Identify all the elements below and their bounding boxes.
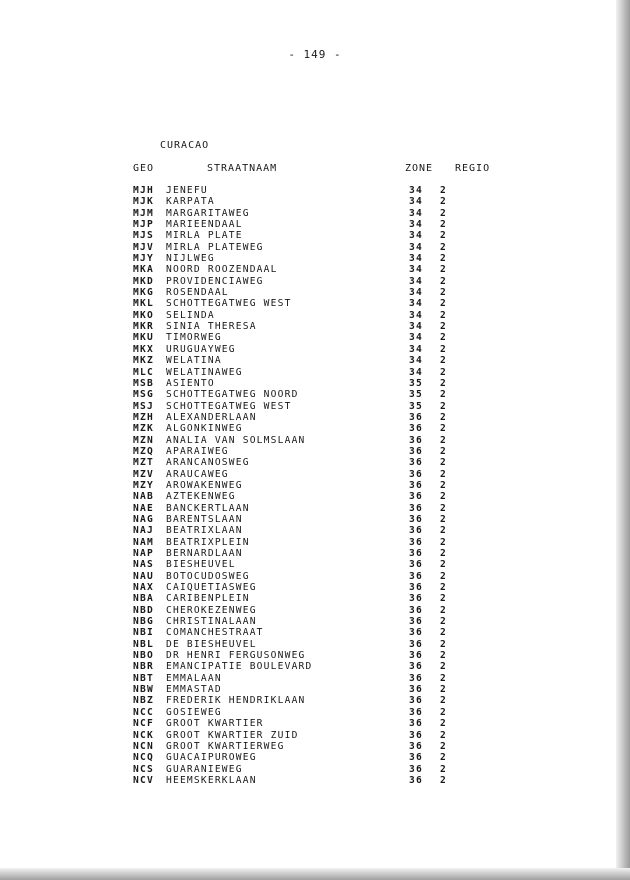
regio: 2: [440, 536, 447, 548]
zone: 34: [409, 332, 423, 344]
regio: 2: [440, 207, 447, 219]
table-row: [0, 650, 630, 661]
street-name: APARAIWEG: [166, 445, 229, 457]
geo-code: MZY: [133, 479, 154, 491]
zone: 36: [409, 718, 423, 730]
geo-code: NCC: [133, 706, 154, 718]
geo-code: NBR: [133, 661, 154, 673]
zone: 36: [409, 684, 423, 696]
regio: 2: [440, 627, 447, 639]
zone: 36: [409, 502, 423, 514]
geo-code: NBL: [133, 638, 154, 650]
street-name: ALGONKINWEG: [166, 423, 243, 435]
table-row: [0, 605, 630, 616]
regio: 2: [440, 718, 447, 730]
zone: 34: [409, 207, 423, 219]
regio: 2: [440, 661, 447, 673]
regio: 2: [440, 502, 447, 514]
geo-code: NAM: [133, 536, 154, 548]
regio: 2: [440, 695, 447, 707]
street-name: GROOT KWARTIERWEG: [166, 740, 285, 752]
zone: 34: [409, 264, 423, 276]
regio: 2: [440, 774, 447, 786]
regio: 2: [440, 672, 447, 684]
geo-code: MKZ: [133, 355, 154, 367]
street-name: BERNARDLAAN: [166, 548, 243, 559]
table-row: [0, 310, 630, 321]
street-name: CHEROKEZENWEG: [166, 604, 257, 616]
regio: 2: [440, 230, 447, 242]
geo-code: NCN: [133, 740, 154, 752]
street-name: TIMORWEG: [166, 332, 222, 344]
table-row: [0, 673, 630, 684]
street-name: HEEMSKERKLAAN: [166, 774, 257, 786]
zone: 36: [409, 445, 423, 457]
regio: 2: [440, 287, 447, 299]
zone: 34: [409, 343, 423, 355]
street-name: DR HENRI FERGUSONWEG: [166, 650, 306, 662]
table-row: [0, 321, 630, 332]
zone: 36: [409, 774, 423, 786]
geo-code: NAG: [133, 513, 154, 525]
geo-code: MJK: [133, 196, 154, 208]
zone: 36: [409, 491, 423, 503]
geo-code: NAB: [133, 491, 154, 503]
regio: 2: [440, 525, 447, 537]
table-row: [0, 752, 630, 763]
street-name: PROVIDENCIAWEG: [166, 275, 264, 287]
table-row: [0, 537, 630, 548]
regio: 2: [440, 366, 447, 378]
geo-code: NCV: [133, 774, 154, 786]
geo-code: MLC: [133, 366, 154, 378]
zone: 36: [409, 763, 423, 775]
geo-code: MJM: [133, 207, 154, 219]
geo-code: NAS: [133, 559, 154, 571]
zone: 34: [409, 185, 423, 196]
street-name: MIRLA PLATE: [166, 230, 243, 242]
zone: 36: [409, 695, 423, 707]
zone: 36: [409, 457, 423, 469]
street-name: GOSIEWEG: [166, 706, 222, 718]
street-name: BEATRIXLAAN: [166, 525, 243, 537]
table-row: [0, 627, 630, 638]
geo-code: MKX: [133, 343, 154, 355]
street-name: GUACAIPUROWEG: [166, 752, 257, 764]
table-row: [0, 593, 630, 604]
regio: 2: [440, 479, 447, 491]
regio: 2: [440, 604, 447, 616]
regio: 2: [440, 434, 447, 446]
geo-code: NCF: [133, 718, 154, 730]
regio: 2: [440, 582, 447, 594]
zone: 35: [409, 400, 423, 412]
geo-code: NCQ: [133, 752, 154, 764]
geo-code: MSJ: [133, 400, 154, 412]
table-row: [0, 707, 630, 718]
table-row: [0, 741, 630, 752]
street-name: ROSENDAAL: [166, 287, 229, 299]
regio: 2: [440, 706, 447, 718]
table-row: [0, 582, 630, 593]
zone: 34: [409, 196, 423, 208]
zone: 36: [409, 423, 423, 435]
table-row: [0, 389, 630, 400]
regio: 2: [440, 570, 447, 582]
table-row: [0, 230, 630, 241]
zone: 36: [409, 411, 423, 423]
street-name: MARGARITAWEG: [166, 207, 250, 219]
street-name: KARPATA: [166, 196, 215, 208]
geo-code: NAJ: [133, 525, 154, 537]
regio: 2: [440, 559, 447, 571]
street-name: ARAUCAWEG: [166, 468, 229, 480]
table-row: [0, 332, 630, 343]
street-name: URUGUAYWEG: [166, 343, 236, 355]
street-name: BOTOCUDOSWEG: [166, 570, 250, 582]
geo-code: MJS: [133, 230, 154, 242]
table-row: [0, 480, 630, 491]
street-name: ASIENTO: [166, 377, 215, 389]
street-name: CAIQUETIASWEG: [166, 582, 257, 594]
geo-code: MSB: [133, 377, 154, 389]
geo-code: NBG: [133, 616, 154, 628]
street-name: GROOT KWARTIER: [166, 718, 264, 730]
street-name: AZTEKENWEG: [166, 491, 236, 503]
geo-code: NCS: [133, 763, 154, 775]
street-name: AROWAKENWEG: [166, 479, 243, 491]
table-row: [0, 639, 630, 650]
zone: 34: [409, 309, 423, 321]
street-name: CHRISTINALAAN: [166, 616, 257, 628]
zone: 35: [409, 377, 423, 389]
street-name: WELATINA: [166, 355, 222, 367]
table-row: [0, 242, 630, 253]
geo-code: NBA: [133, 593, 154, 605]
regio: 2: [440, 377, 447, 389]
regio: 2: [440, 275, 447, 287]
street-name: ARANCANOSWEG: [166, 457, 250, 469]
table-row: [0, 196, 630, 207]
geo-code: MZQ: [133, 445, 154, 457]
street-name: NOORD ROOZENDAAL: [166, 264, 278, 276]
table-row: [0, 446, 630, 457]
scan-edge-bottom: [0, 868, 630, 880]
zone: 34: [409, 321, 423, 333]
zone: 36: [409, 616, 423, 628]
table-row: [0, 525, 630, 536]
table-row: [0, 298, 630, 309]
zone: 34: [409, 287, 423, 299]
regio: 2: [440, 491, 447, 503]
regio: 2: [440, 729, 447, 741]
geo-code: MKR: [133, 321, 154, 333]
regio: 2: [440, 389, 447, 401]
street-name: ALEXANDERLAAN: [166, 411, 257, 423]
street-name: GROOT KWARTIER ZUID: [166, 729, 299, 741]
table-row: [0, 571, 630, 582]
table-row: [0, 457, 630, 468]
table-row: [0, 775, 630, 786]
regio: 2: [440, 253, 447, 265]
regio: 2: [440, 309, 447, 321]
geo-code: MKO: [133, 309, 154, 321]
zone: 34: [409, 355, 423, 367]
zone: 36: [409, 672, 423, 684]
street-name: COMANCHESTRAAT: [166, 627, 264, 639]
regio: 2: [440, 196, 447, 208]
street-name: BEATRIXPLEIN: [166, 536, 250, 548]
header-zone: ZONE: [405, 163, 434, 174]
zone: 36: [409, 729, 423, 741]
regio: 2: [440, 423, 447, 435]
table-row: [0, 344, 630, 355]
geo-code: NBI: [133, 627, 154, 639]
regio: 2: [440, 457, 447, 469]
zone: 36: [409, 593, 423, 605]
regio: 2: [440, 548, 447, 559]
zone: 34: [409, 241, 423, 253]
geo-code: NBZ: [133, 695, 154, 707]
geo-code: MJY: [133, 253, 154, 265]
zone: 36: [409, 525, 423, 537]
regio: 2: [440, 241, 447, 253]
street-name: BIESHEUVEL: [166, 559, 236, 571]
table-row: [0, 208, 630, 219]
geo-code: NBW: [133, 684, 154, 696]
street-name: EMMASTAD: [166, 684, 222, 696]
header-regio: REGIO: [455, 163, 491, 174]
table-row: [0, 412, 630, 423]
regio: 2: [440, 298, 447, 310]
header-geo: GEO: [133, 163, 155, 174]
regio: 2: [440, 264, 447, 276]
regio: 2: [440, 321, 447, 333]
street-name: SCHOTTEGATWEG WEST: [166, 400, 292, 412]
regio: 2: [440, 185, 447, 196]
geo-code: MKU: [133, 332, 154, 344]
table-row: [0, 469, 630, 480]
street-name: BANCKERTLAAN: [166, 502, 250, 514]
zone: 36: [409, 706, 423, 718]
geo-code: MZN: [133, 434, 154, 446]
regio: 2: [440, 468, 447, 480]
zone: 36: [409, 752, 423, 764]
zone: 34: [409, 219, 423, 231]
table-row: [0, 423, 630, 434]
street-name: ANALIA VAN SOLMSLAAN: [166, 434, 306, 446]
geo-code: MZK: [133, 423, 154, 435]
zone: 34: [409, 366, 423, 378]
street-name: SINIA THERESA: [166, 321, 257, 333]
geo-code: MSG: [133, 389, 154, 401]
table-row: [0, 616, 630, 627]
street-name: FREDERIK HENDRIKLAAN: [166, 695, 306, 707]
zone: 36: [409, 559, 423, 571]
table-row: [0, 264, 630, 275]
zone: 36: [409, 627, 423, 639]
zone: 36: [409, 650, 423, 662]
table-row: [0, 401, 630, 412]
regio: 2: [440, 638, 447, 650]
table-row: [0, 491, 630, 502]
zone: 34: [409, 275, 423, 287]
street-name: EMMALAAN: [166, 672, 222, 684]
geo-code: MZH: [133, 411, 154, 423]
regio: 2: [440, 343, 447, 355]
geo-code: MKD: [133, 275, 154, 287]
regio: 2: [440, 513, 447, 525]
page-number: - 149 -: [288, 48, 342, 61]
regio: 2: [440, 593, 447, 605]
geo-code: NAP: [133, 548, 154, 559]
zone: 34: [409, 230, 423, 242]
table-row: [0, 548, 630, 559]
regio: 2: [440, 740, 447, 752]
street-name: SCHOTTEGATWEG WEST: [166, 298, 292, 310]
zone: 36: [409, 468, 423, 480]
street-name: MARIEENDAAL: [166, 219, 243, 231]
table-row: [0, 367, 630, 378]
regio: 2: [440, 400, 447, 412]
regio: 2: [440, 752, 447, 764]
street-name: BARENTSLAAN: [166, 513, 243, 525]
geo-code: NBT: [133, 672, 154, 684]
geo-code: MKA: [133, 264, 154, 276]
table-row: [0, 185, 630, 196]
geo-code: NAX: [133, 582, 154, 594]
table-row: [0, 695, 630, 706]
zone: 36: [409, 570, 423, 582]
street-name: EMANCIPATIE BOULEVARD: [166, 661, 313, 673]
street-name: SCHOTTEGATWEG NOORD: [166, 389, 299, 401]
zone: 36: [409, 513, 423, 525]
table-row: [0, 718, 630, 729]
street-name: MIRLA PLATEWEG: [166, 241, 264, 253]
table-row: [0, 435, 630, 446]
regio: 2: [440, 684, 447, 696]
regio: 2: [440, 219, 447, 231]
geo-code: MJP: [133, 219, 154, 231]
table-row: [0, 503, 630, 514]
table-row: [0, 219, 630, 230]
street-name: GUARANIEWEG: [166, 763, 243, 775]
regio: 2: [440, 411, 447, 423]
table-row: [0, 661, 630, 672]
geo-code: MJH: [133, 185, 154, 196]
zone: 36: [409, 638, 423, 650]
table-row: [0, 276, 630, 287]
table-row: [0, 730, 630, 741]
table-row: [0, 514, 630, 525]
table-row: [0, 287, 630, 298]
table-row: [0, 684, 630, 695]
zone: 36: [409, 434, 423, 446]
street-name: DE BIESHEUVEL: [166, 638, 257, 650]
geo-code: NBD: [133, 604, 154, 616]
street-name: WELATINAWEG: [166, 366, 243, 378]
street-name: SELINDA: [166, 309, 215, 321]
regio: 2: [440, 650, 447, 662]
street-name: NIJLWEG: [166, 253, 215, 265]
geo-code: MKG: [133, 287, 154, 299]
zone: 36: [409, 661, 423, 673]
table-row: [0, 355, 630, 366]
zone: 35: [409, 389, 423, 401]
table-row: [0, 253, 630, 264]
header-street: STRAATNAAM: [207, 163, 278, 174]
regio: 2: [440, 332, 447, 344]
zone: 34: [409, 298, 423, 310]
regio: 2: [440, 445, 447, 457]
street-table: [0, 185, 630, 786]
geo-code: MZV: [133, 468, 154, 480]
geo-code: NBO: [133, 650, 154, 662]
geo-code: MJV: [133, 241, 154, 253]
zone: 34: [409, 253, 423, 265]
region-title: CURACAO: [160, 140, 210, 151]
zone: 36: [409, 740, 423, 752]
zone: 36: [409, 536, 423, 548]
regio: 2: [440, 355, 447, 367]
table-row: [0, 764, 630, 775]
zone: 36: [409, 604, 423, 616]
geo-code: NAU: [133, 570, 154, 582]
geo-code: NAE: [133, 502, 154, 514]
geo-code: NCK: [133, 729, 154, 741]
table-row: [0, 559, 630, 570]
table-row: [0, 378, 630, 389]
regio: 2: [440, 763, 447, 775]
street-name: CARIBENPLEIN: [166, 593, 250, 605]
zone: 36: [409, 479, 423, 491]
regio: 2: [440, 616, 447, 628]
zone: 36: [409, 582, 423, 594]
street-name: JENEFU: [166, 185, 208, 196]
geo-code: MKL: [133, 298, 154, 310]
zone: 36: [409, 548, 423, 559]
geo-code: MZT: [133, 457, 154, 469]
